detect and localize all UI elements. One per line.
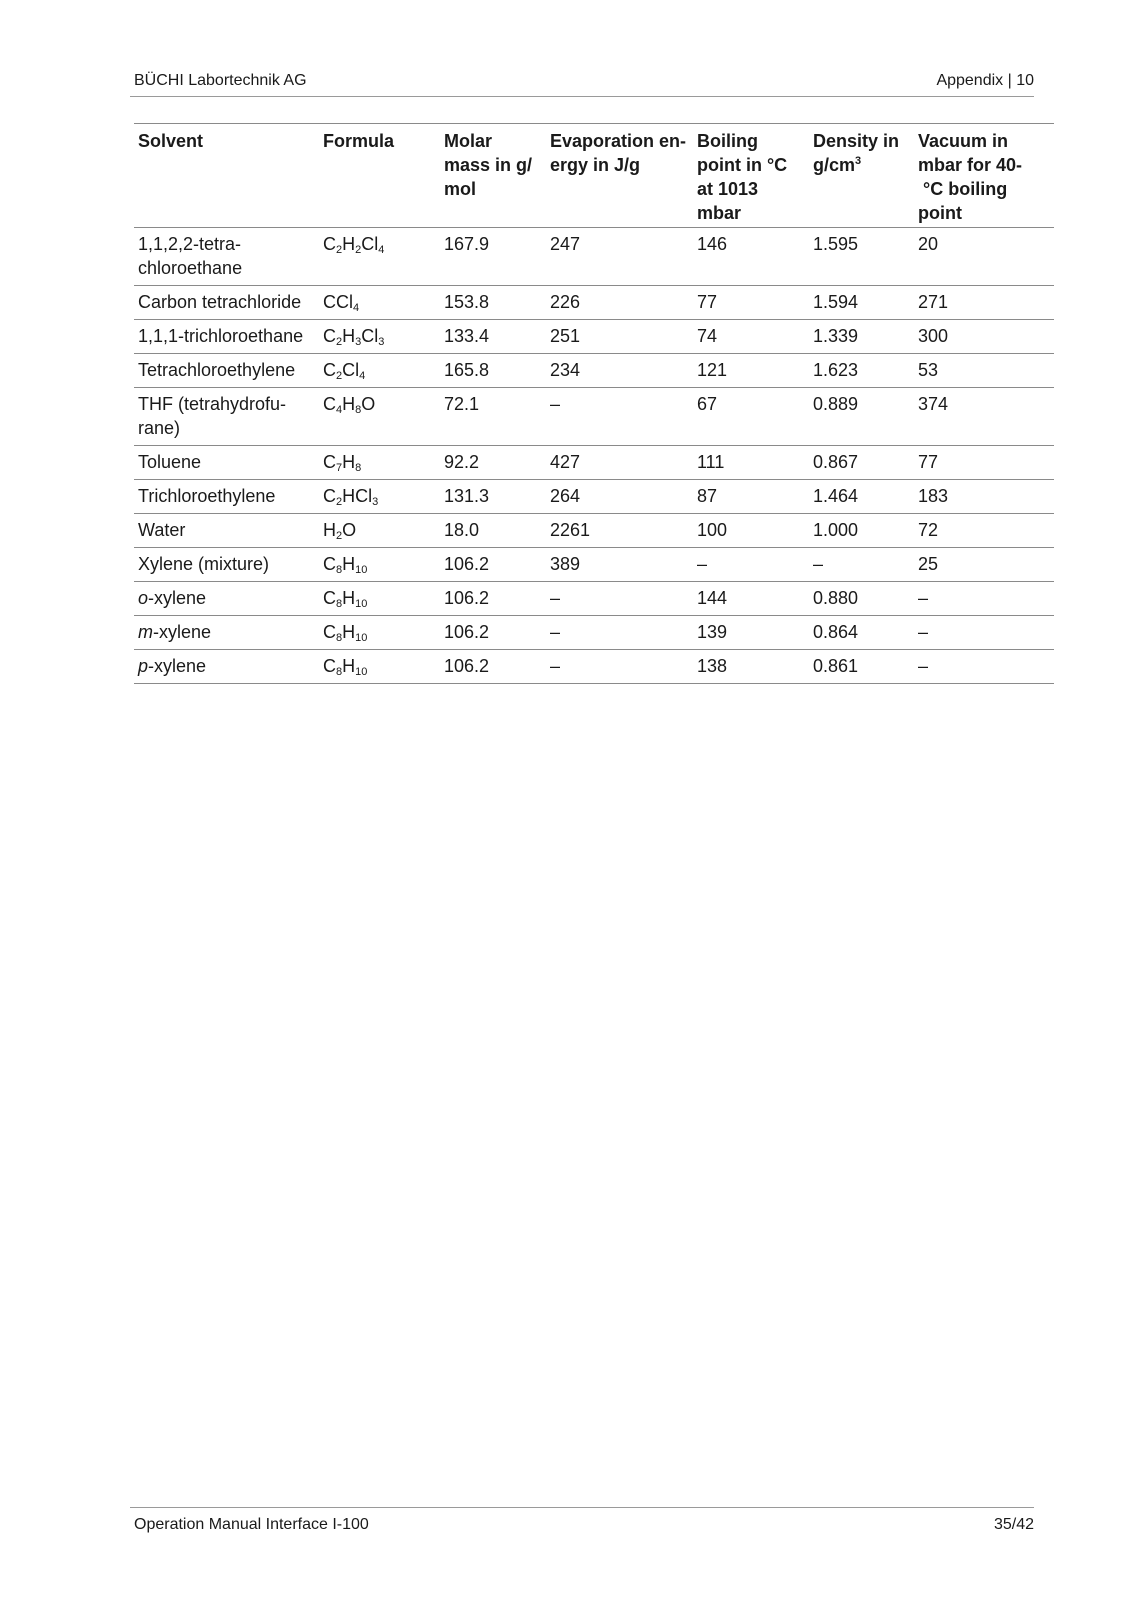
molar-mass-cell: 153.8 [440, 286, 546, 320]
table-body [134, 228, 1054, 684]
table-row [134, 582, 1054, 616]
density-cell: 0.889 [809, 388, 914, 446]
molar-mass-cell: 167.9 [440, 228, 546, 286]
vacuum-cell: 374 [914, 388, 1054, 446]
solvent-cell: m-xylene [134, 616, 319, 650]
vacuum-cell: 300 [914, 320, 1054, 354]
boiling-point-cell: 111 [693, 446, 809, 480]
column-header: Vacuum in mbar for 40- °C boiling point [914, 124, 1054, 228]
solvent-cell: Tetrachloroethylene [134, 354, 319, 388]
molar-mass-cell: 133.4 [440, 320, 546, 354]
solvent-cell: 1,1,1-trichloroethane [134, 320, 319, 354]
page-header [130, 70, 1034, 97]
molar-mass-cell: 106.2 [440, 548, 546, 582]
isomer-prefix: p [138, 656, 149, 676]
table-row [134, 320, 1054, 354]
column-header: Evaporation en- ergy in J/g [546, 124, 693, 228]
solvent-cell: THF (tetrahydrofu- rane) [134, 388, 319, 446]
formula-cell: CCl$_4$ [319, 286, 440, 320]
density-cell: 1.623 [809, 354, 914, 388]
vacuum-cell: 25 [914, 548, 1054, 582]
molar-mass-cell: 72.1 [440, 388, 546, 446]
company-name: BÜCHI Labortechnik AG [134, 72, 307, 89]
formula-cell: $C_2Cl_4$ [319, 354, 440, 388]
table-row [134, 446, 1054, 480]
boiling-point-cell: – [693, 548, 809, 582]
boiling-point-cell: 138 [693, 650, 809, 684]
molar-mass-cell: 165.8 [440, 354, 546, 388]
evaporation-cell: – [546, 616, 693, 650]
page-footer [130, 1507, 1034, 1540]
evaporation-cell: 2261 [546, 514, 693, 548]
column-header: Density in $g/cm^3$ [809, 124, 914, 228]
density-cell: 1.464 [809, 480, 914, 514]
evaporation-cell: – [546, 388, 693, 446]
solvent-table [134, 123, 1054, 684]
boiling-point-cell: 87 [693, 480, 809, 514]
isomer-prefix: o [138, 588, 149, 608]
vacuum-cell: – [914, 650, 1054, 684]
table-row [134, 548, 1054, 582]
vacuum-cell: 183 [914, 480, 1054, 514]
solvent-cell: Xylene (mixture) [134, 548, 319, 582]
solvent-cell: o-xylene [134, 582, 319, 616]
density-cell: 0.861 [809, 650, 914, 684]
formula-cell: $C_8H_{10}$ [319, 582, 440, 616]
vacuum-cell: 72 [914, 514, 1054, 548]
density-cell: 0.880 [809, 582, 914, 616]
document-title: Operation Manual Interface I-100 [134, 1516, 369, 1533]
solvent-cell: p-xylene [134, 650, 319, 684]
density-cell: 1.339 [809, 320, 914, 354]
molar-mass-cell: 106.2 [440, 650, 546, 684]
table-row [134, 480, 1054, 514]
formula-cell: $C_8H_{10}$ [319, 616, 440, 650]
evaporation-cell: 427 [546, 446, 693, 480]
table-row [134, 354, 1054, 388]
solvent-cell: Trichloroethylene [134, 480, 319, 514]
evaporation-cell: 264 [546, 480, 693, 514]
formula-cell: $C_2H_3Cl_3$ [319, 320, 440, 354]
formula-cell: $H_2O$ [319, 514, 440, 548]
density-cell: 1.000 [809, 514, 914, 548]
boiling-point-cell: 139 [693, 616, 809, 650]
boiling-point-cell: 67 [693, 388, 809, 446]
table-row [134, 616, 1054, 650]
molar-mass-cell: 106.2 [440, 616, 546, 650]
vacuum-cell: 20 [914, 228, 1054, 286]
page-number: 35/42 [993, 1516, 1034, 1533]
formula-cell: $C_4H_8O$ [319, 388, 440, 446]
evaporation-cell: 247 [546, 228, 693, 286]
column-header: Molar mass in g/ mol [440, 124, 546, 228]
vacuum-cell: – [914, 582, 1054, 616]
evaporation-cell: – [546, 582, 693, 616]
boiling-point-cell: 121 [693, 354, 809, 388]
boiling-point-cell: 144 [693, 582, 809, 616]
solvent-cell: 1,1,2,2-tetra- chloroethane [134, 228, 319, 286]
table-row [134, 228, 1054, 286]
column-header: Solvent [134, 124, 319, 228]
molar-mass-cell: 106.2 [440, 582, 546, 616]
table-row [134, 650, 1054, 684]
table-row [134, 388, 1054, 446]
formula-cell: $C_2HCl_3$ [319, 480, 440, 514]
boiling-point-cell: 100 [693, 514, 809, 548]
molar-mass-cell: 18.0 [440, 514, 546, 548]
evaporation-cell: 251 [546, 320, 693, 354]
vacuum-cell: – [914, 616, 1054, 650]
table-row [134, 286, 1054, 320]
formula-cell: $C_8H_{10}$ [319, 548, 440, 582]
evaporation-cell: 226 [546, 286, 693, 320]
table-row [134, 514, 1054, 548]
isomer-prefix: m [138, 622, 153, 642]
vacuum-cell: 53 [914, 354, 1054, 388]
molar-mass-cell: 131.3 [440, 480, 546, 514]
evaporation-cell: 389 [546, 548, 693, 582]
formula-cell: $C_7H_8$ [319, 446, 440, 480]
evaporation-cell: 234 [546, 354, 693, 388]
vacuum-cell: 77 [914, 446, 1054, 480]
column-header: Formula [319, 124, 440, 228]
density-cell: 0.864 [809, 616, 914, 650]
formula-cell: $C_2H_2Cl_4$ [319, 228, 440, 286]
table-header-row [134, 124, 1054, 228]
evaporation-cell: – [546, 650, 693, 684]
density-cell: 1.594 [809, 286, 914, 320]
molar-mass-cell: 92.2 [440, 446, 546, 480]
density-cell: 1.595 [809, 228, 914, 286]
density-cell: – [809, 548, 914, 582]
solvent-cell: Carbon tetrachloride [134, 286, 319, 320]
solvent-cell: Toluene [134, 446, 319, 480]
vacuum-cell: 271 [914, 286, 1054, 320]
boiling-point-cell: 77 [693, 286, 809, 320]
boiling-point-cell: 146 [693, 228, 809, 286]
column-header: Boiling point in °C at 1013 mbar [693, 124, 809, 228]
solvent-cell: Water [134, 514, 319, 548]
section-label: Appendix | 10 [936, 72, 1034, 89]
boiling-point-cell: 74 [693, 320, 809, 354]
formula-cell: $C_8H_{10}$ [319, 650, 440, 684]
density-cell: 0.867 [809, 446, 914, 480]
